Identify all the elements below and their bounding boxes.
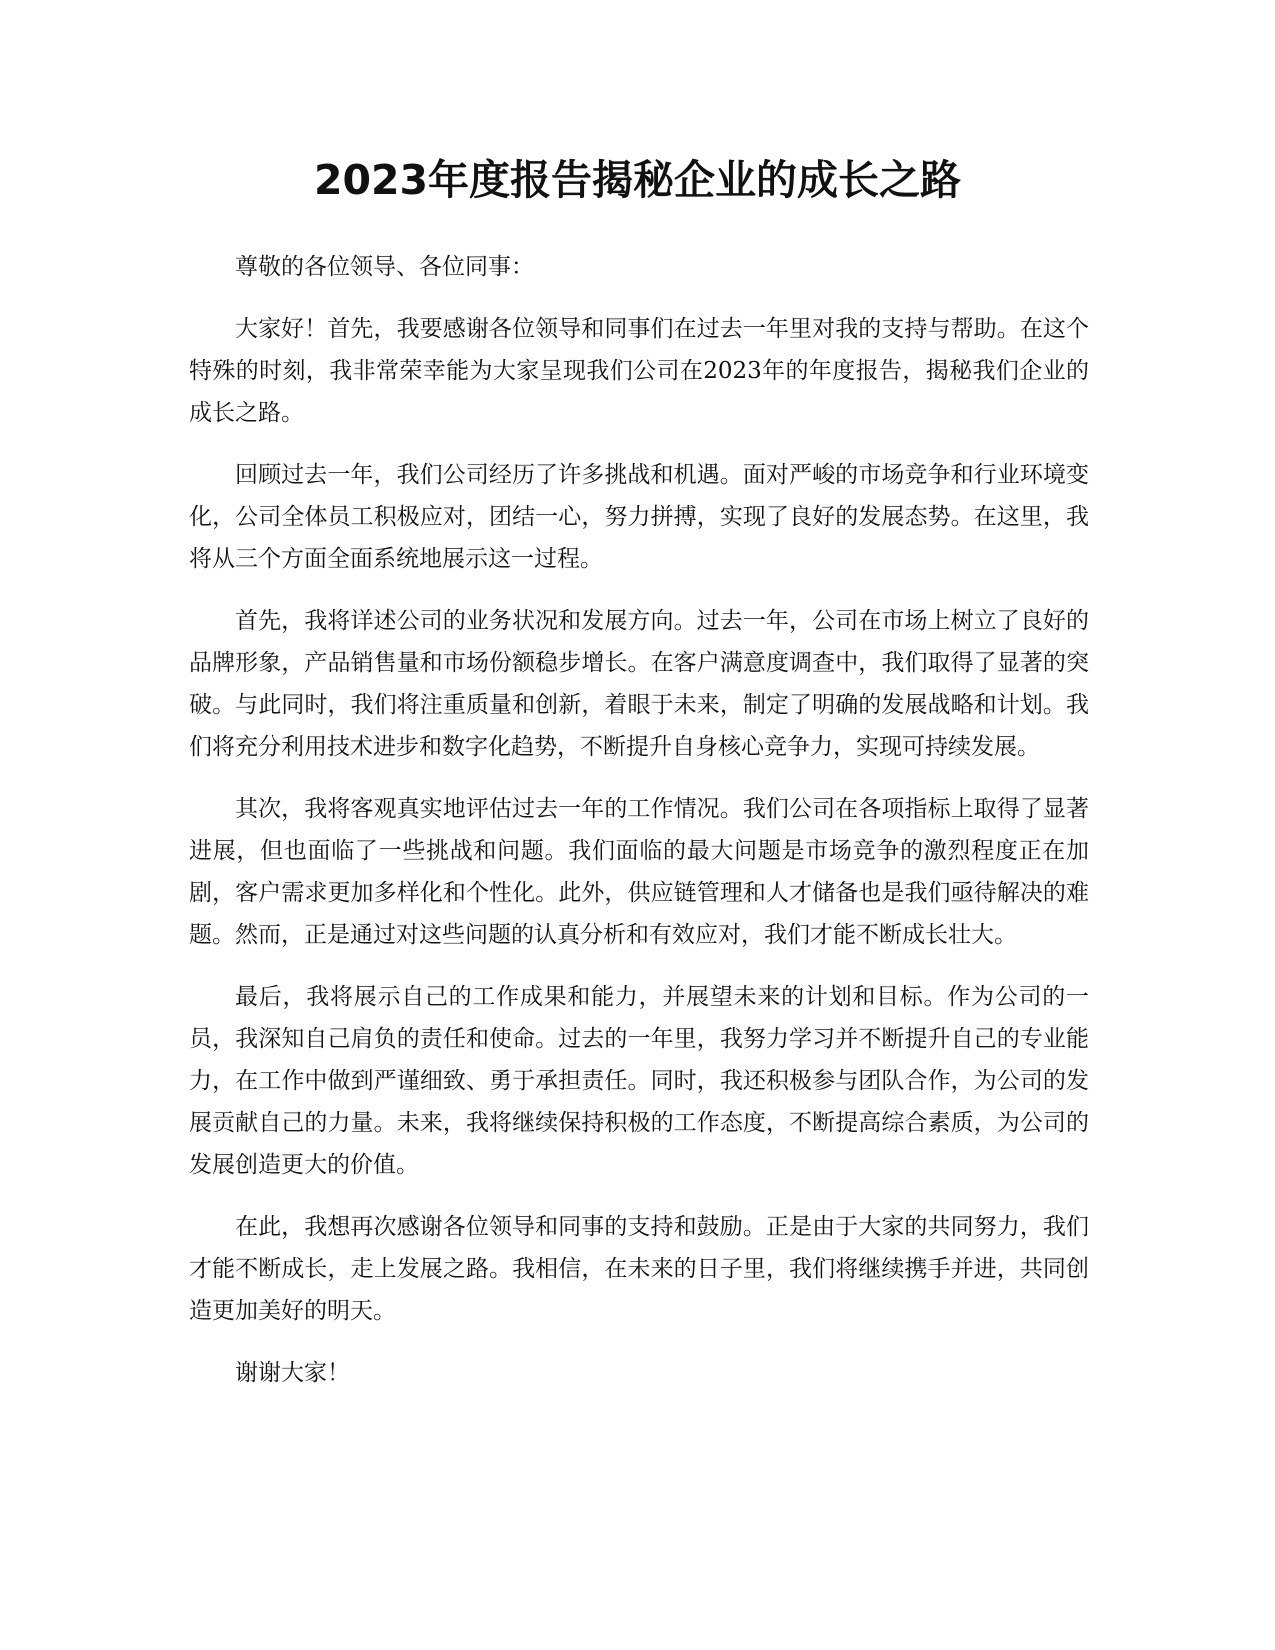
greeting-paragraph: 尊敬的各位领导、各位同事： bbox=[235, 254, 534, 280]
body-paragraph-6: 在此，我想再次感谢各位领导和同事的支持和鼓励。正是由于大家的共同努力，我们才能不断成长，走上发展之路。我相信，在未来的日子里，我们将继续携手并进，共同创造更加美好的明天。 bbox=[189, 1214, 1089, 1324]
body-paragraph-4: 其次，我将客观真实地评估过去一年的工作情况。我们公司在各项指标上取得了显著进展，但也面临了一些挑战和问题。我们面临的最大问题是市场竞争的激烈程度正在加剧，客户需求更加多样化和个性化。此外，供应链管理和人才储备也是我们亟待解决的难题。然而，正是通过对这些问题的认真分析和有效应对，我们才能不断成长壮大。 bbox=[189, 796, 1089, 948]
body-paragraph-3: 首先，我将详述公司的业务状况和发展方向。过去一年，公司在市场上树立了良好的品牌形象，产品销售量和市场份额稳步增长。在客户满意度调查中，我们取得了显著的突破。与此同时，我们将注重质量和创新，着眼于未来，制定了明确的发展战略和计划。我们将充分利用技术进步和数字化趋势，不断提升自身核心竞争力，实现可持续发展。 bbox=[189, 608, 1089, 760]
body-paragraph-2: 回顾过去一年，我们公司经历了许多挑战和机遇。面对严峻的市场竞争和行业环境变化，公司全体员工积极应对，团结一心，努力拼搏，实现了良好的发展态势。在这里，我将从三个方面全面系统地展示这一过程。 bbox=[189, 462, 1089, 572]
body-paragraph-5: 最后，我将展示自己的工作成果和能力，并展望未来的计划和目标。作为公司的一员，我深知自己肩负的责任和使命。过去的一年里，我努力学习并不断提升自己的专业能力，在工作中做到严谨细致、勇于承担责任。同时，我还积极参与团队合作，为公司的发展贡献自己的力量。未来，我将继续保持积极的工作态度，不断提高综合素质，为公司的发展创造更大的价值。 bbox=[189, 984, 1089, 1178]
document-title: 2023年度报告揭秘企业的成长之路 bbox=[313, 156, 962, 204]
closing-paragraph: 谢谢大家！ bbox=[235, 1360, 350, 1386]
document-body bbox=[189, 246, 1089, 1414]
body-paragraph-1: 大家好！首先，我要感谢各位领导和同事们在过去一年里对我的支持与帮助。在这个特殊的时刻，我非常荣幸能为大家呈现我们公司在2023年的年度报告，揭秘我们企业的成长之路。 bbox=[189, 316, 1089, 426]
